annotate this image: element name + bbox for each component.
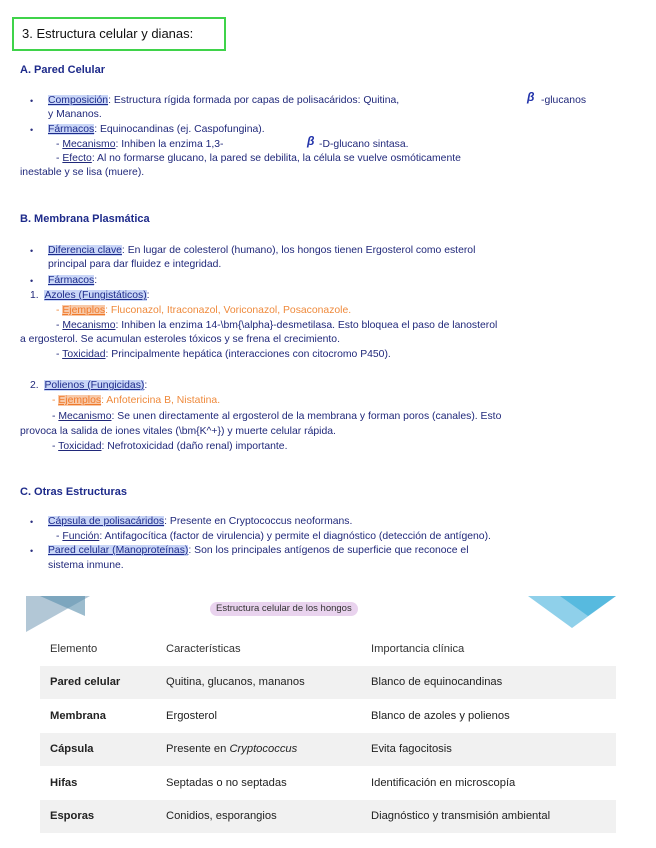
section-c-heading: C. Otras Estructuras <box>20 486 127 498</box>
dash: - <box>56 139 63 150</box>
polyenes-examples-label: Ejemplos <box>58 395 102 406</box>
bullet-icon: • <box>30 546 34 556</box>
table-header-row <box>40 632 616 666</box>
wall-line2: sistema inmune. <box>48 560 124 571</box>
bullet-icon: • <box>30 125 34 135</box>
table-cell: Evita fagocitosis <box>361 733 616 767</box>
table-header-cell: Características <box>166 642 241 655</box>
table-row <box>40 666 616 700</box>
effect-label: Efecto <box>62 153 92 164</box>
table-cell: Conidios, esporangios <box>156 800 361 834</box>
drugs-line <box>48 123 265 136</box>
function-text: : Antifagocítica (factor de virulencia) y permite el diagnóstico (detección de antígeno). <box>99 531 491 542</box>
polyenes-label: Polienos (Fungicidas) <box>44 380 145 391</box>
mechanism-text: : Inhiben la enzima 1,3- <box>115 139 224 150</box>
table-row <box>40 766 616 800</box>
key-diff-line <box>48 244 475 257</box>
azoles-mechanism-text: : Inhiben la enzima 14-\bm{\alpha}-desmetilasa. Esto bloquea el paso de lanosterol <box>115 320 498 331</box>
capsule-line <box>48 515 352 528</box>
composition-tail: -glucanos <box>541 95 587 106</box>
function-label: Función <box>62 531 100 542</box>
effect-line <box>56 152 461 165</box>
polyenes-toxicity-label: Toxicidad <box>58 441 102 452</box>
composition-line2: y Mananos. <box>48 109 102 120</box>
section-a-heading: A. Pared Celular <box>20 64 105 76</box>
table-cell: Pared celular <box>40 666 156 700</box>
table-cell: Blanco de azoles y polienos <box>371 709 510 722</box>
dash: - <box>56 153 63 164</box>
azoles-examples-label: Ejemplos <box>62 305 106 316</box>
bullet-icon: • <box>30 276 34 286</box>
table-header-cell: Importancia clínica <box>371 642 465 655</box>
table-header-cell: Elemento <box>50 642 98 655</box>
composition-text: : Estructura rígida formada por capas de polisacáridos: Quitina, <box>108 95 400 106</box>
section-b-heading: B. Membrana Plasmática <box>20 213 150 225</box>
azoles-examples-text: : Fluconazol, Itraconazol, Voriconazol, Posaconazole. <box>105 305 352 316</box>
polyenes-line <box>30 379 147 392</box>
drugs-b-line <box>48 274 97 287</box>
function-line: - Función: Antifagocítica (factor de virulencia) y permite el diagnóstico (detección de antígeno). <box>56 531 491 542</box>
list-number: 1. <box>30 290 39 301</box>
mechanism-tail: -D-glucano sintasa. <box>319 139 409 150</box>
composition-line <box>48 94 399 107</box>
colon: : <box>144 380 148 391</box>
polyenes-examples-text: : Anfotericina B, Nistatina. <box>101 395 221 406</box>
azoles-mechanism-label: Mecanismo <box>62 320 116 331</box>
key-diff-label: Diferencia clave <box>48 245 122 256</box>
table-cell: Membrana <box>50 709 106 722</box>
effect-text: : Al no formarse glucano, la pared se debilita, la célula se vuelve osmóticamente <box>91 153 461 164</box>
polyenes-mechanism-line2: provoca la salida de iones vitales (\bm{K^+}) y muerte celular rápida. <box>20 426 336 437</box>
decorative-triangle <box>560 596 616 616</box>
cell-text: Presente en <box>166 743 230 756</box>
table-row <box>40 800 616 834</box>
table-cell: Identificación en microscopía <box>371 776 516 789</box>
composition-label: Composición <box>48 95 109 106</box>
table-cell: Septadas o no septadas <box>166 776 287 789</box>
effect-line2: inestable y se lisa (muere). <box>20 167 145 178</box>
azoles-examples-line: - Ejemplos: Fluconazol, Itraconazol, Voriconazol, Posaconazole. <box>56 305 352 316</box>
beta-symbol: β <box>307 134 315 148</box>
table-cell: Diagnóstico y transmisión ambiental <box>361 800 616 834</box>
wall-label: Pared celular (Manoproteínas) <box>48 545 189 556</box>
polyenes-toxicity-text: : Nefrotoxicidad (daño renal) importante. <box>101 441 288 452</box>
polyenes-mechanism-line: - Mecanismo: Se unen directamente al ergosterol de la membrana y forman poros (canales). Esto <box>52 411 502 422</box>
table-caption: Estructura celular de los hongos <box>210 602 358 616</box>
azoles-toxicity-label: Toxicidad <box>62 349 106 360</box>
azoles-line <box>30 289 150 302</box>
table-cell: Cápsula <box>40 733 156 767</box>
list-number: 2. <box>30 380 39 391</box>
table-row <box>40 733 616 767</box>
bullet-icon: • <box>30 246 34 256</box>
page-title: 3. Estructura celular y dianas: <box>12 17 226 51</box>
polyenes-examples-line: - Ejemplos: Anfotericina B, Nistatina. <box>52 395 221 406</box>
table-cell: Blanco de equinocandinas <box>361 666 616 700</box>
drugs-text: : Equinocandinas (ej. Caspofungina). <box>94 124 265 135</box>
mechanism-label: Mecanismo <box>62 139 116 150</box>
key-diff-line2: principal para dar fluidez e integridad. <box>48 259 222 270</box>
bullet-icon: • <box>30 517 34 527</box>
table-cell: Quitina, glucanos, mananos <box>156 666 361 700</box>
colon: : <box>94 275 98 286</box>
mechanism-line <box>56 138 224 151</box>
capsule-text: : Presente en Cryptococcus neoformans. <box>164 516 353 527</box>
table-row <box>40 699 616 733</box>
azoles-toxicity-text: : Principalmente hepática (interacciones con citocromo P450). <box>105 349 391 360</box>
decorative-triangle <box>40 596 85 616</box>
beta-symbol: β <box>527 90 535 104</box>
wall-line <box>48 544 469 557</box>
table-cell: Esporas <box>40 800 156 834</box>
table-cell: Hifas <box>50 776 78 789</box>
table-cell <box>156 733 361 767</box>
wall-text: : Son los principales antígenos de superficie que reconoce el <box>188 545 469 556</box>
polyenes-mechanism-label: Mecanismo <box>58 411 112 422</box>
azoles-label: Azoles (Fungistáticos) <box>44 290 147 301</box>
azoles-toxicity-line: - Toxicidad: Principalmente hepática (interacciones con citocromo P450). <box>56 349 391 360</box>
polyenes-mechanism-text: : Se unen directamente al ergosterol de la membrana y forman poros (canales). Esto <box>111 411 502 422</box>
polyenes-toxicity-line: - Toxicidad: Nefrotoxicidad (daño renal) importante. <box>52 441 288 452</box>
azoles-mechanism-line2: a ergosterol. Se acumulan esteroles tóxicos y se frena el crecimiento. <box>20 334 340 345</box>
table-cell: Ergosterol <box>166 709 217 722</box>
drugs-b-label: Fármacos <box>48 275 95 286</box>
drugs-label: Fármacos <box>48 124 95 135</box>
cell-italic: Cryptococcus <box>229 743 298 756</box>
colon: : <box>146 290 150 301</box>
bullet-icon: • <box>30 96 34 106</box>
azoles-mechanism-line: - Mecanismo: Inhiben la enzima 14-\bm{\alpha}-desmetilasa. Esto bloquea el paso de lanosterol <box>56 320 498 331</box>
capsule-label: Cápsula de polisacáridos <box>48 516 165 527</box>
key-diff-text: : En lugar de colesterol (humano), los hongos tienen Ergosterol como esterol <box>121 245 476 256</box>
fungal-structure-table <box>40 632 616 833</box>
